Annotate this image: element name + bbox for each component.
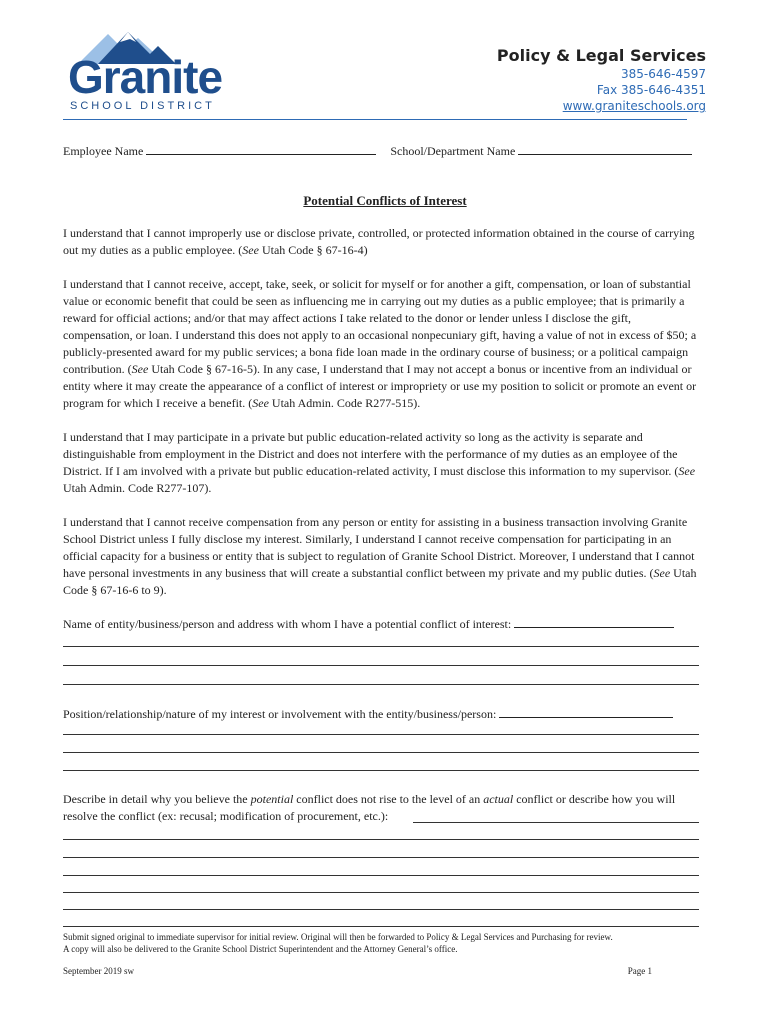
answer-line[interactable] xyxy=(63,684,699,685)
answer-line[interactable] xyxy=(63,770,699,771)
department-contact-block xyxy=(497,46,706,114)
department-title: Policy & Legal Services xyxy=(496,46,706,65)
fax-number: Fax 385-646-4351 xyxy=(596,83,706,97)
submission-instructions: Submit signed original to immediate supervisor for initial review. Original will then be forwarded to Policy & Legal Services and Purchasing for review. A copy will also be delivered to the Granite School District Superintendent and the Attorney General’s office. xyxy=(63,932,613,954)
employee-info-row xyxy=(63,144,703,159)
answer-line[interactable] xyxy=(63,839,699,840)
answer-line[interactable] xyxy=(63,926,699,927)
website-link[interactable]: www.graniteschools.org xyxy=(562,99,706,113)
granite-logo xyxy=(58,28,238,124)
answer-line[interactable] xyxy=(63,875,699,876)
answer-line[interactable] xyxy=(63,665,699,666)
answer-line[interactable] xyxy=(63,857,699,858)
paragraph-business-transactions: I understand that I cannot receive compensation from any person or entity for assisting in a business transaction involving Granite School District unless I fully disclose my interest. Similarly, I understand I cannot receive compensation for participating in an official capacity for a business or entity that is subject to regulation of Granite School District. Moreover, I understand that I cannot have personal investments in any business that will create a substantial conflict between my private and my public duties. (See Utah Code § 67-16-6 to 9). xyxy=(63,515,697,597)
relationship-field[interactable] xyxy=(499,707,673,718)
paragraph-confidential-info: I understand that I cannot improperly use or disclose private, controlled, or protected information obtained in the course of carrying out my duties as a public employee. (See Utah Code § 67-16-4) xyxy=(63,226,695,257)
employee-name-field[interactable] xyxy=(146,144,376,155)
header-divider xyxy=(63,119,687,120)
answer-line[interactable] xyxy=(63,646,699,647)
answer-line[interactable] xyxy=(63,734,699,735)
answer-line[interactable] xyxy=(63,752,699,753)
revision-date: September 2019 sw xyxy=(63,966,134,976)
entity-name-field[interactable] xyxy=(514,617,674,628)
question-relationship: Position/relationship/nature of my interest or involvement with the entity/business/person: xyxy=(63,706,703,723)
answer-line[interactable] xyxy=(63,892,699,893)
phone-number: 385-646-4597 xyxy=(620,67,706,81)
question-resolution: Describe in detail why you believe the potential conflict does not rise to the level of an actual conflict or describe how you will resolve the conflict (ex: recusal; modification of procurement, etc.): xyxy=(63,792,676,823)
employee-name-label: Employee Name xyxy=(63,144,144,158)
school-department-field[interactable] xyxy=(518,144,692,155)
answer-line[interactable] xyxy=(63,909,699,910)
logo-name: Granite xyxy=(68,51,223,103)
logo-subtitle: SCHOOL DISTRICT xyxy=(70,100,215,112)
section-title: Potential Conflicts of Interest xyxy=(303,193,467,208)
question-entity-name: Name of entity/business/person and address with whom I have a potential conflict of interest: xyxy=(63,616,703,633)
paragraph-private-activity: I understand that I may participate in a private but public education-related activity so long as the activity is separate and distinguishable from employment in the District and does not interfere with the performance of my duties as an employee of the District. If I am involved with a private but public education-related activity, I must disclose this information to my supervisor. (See Utah Admin. Code R277-107). xyxy=(63,430,696,495)
school-department-label: School/Department Name xyxy=(390,144,516,158)
page-number: Page 1 xyxy=(627,966,652,976)
answer-line[interactable] xyxy=(413,822,699,823)
paragraph-gifts-compensation: I understand that I cannot receive, accept, take, seek, or solicit for myself or for another a gift, compensation, or loan of substantial value or economic benefit that could be seen as influencing me in carrying out my duties as a public employee; that is primarily a reward for official actions; and/or that may affect actions I take related to the donor or lender unless I disclose the gift, compensation, or loan. I understand this does not apply to an occasional nonpecuniary gift, having a value of not in excess of $50; a publicly-presented award for my public services; a bona fide loan made in the ordinary course of business; or a political campaign contribution. (See Utah Code § 67-16-5). In any case, I understand that I may not accept a bonus or incentive from an individual or entity where it may create the appearance of a conflict of interest or impropriety or use my position to solicit or promote an event or program for which I receive a benefit. (See Utah Admin. Code R277-515). xyxy=(63,277,697,410)
